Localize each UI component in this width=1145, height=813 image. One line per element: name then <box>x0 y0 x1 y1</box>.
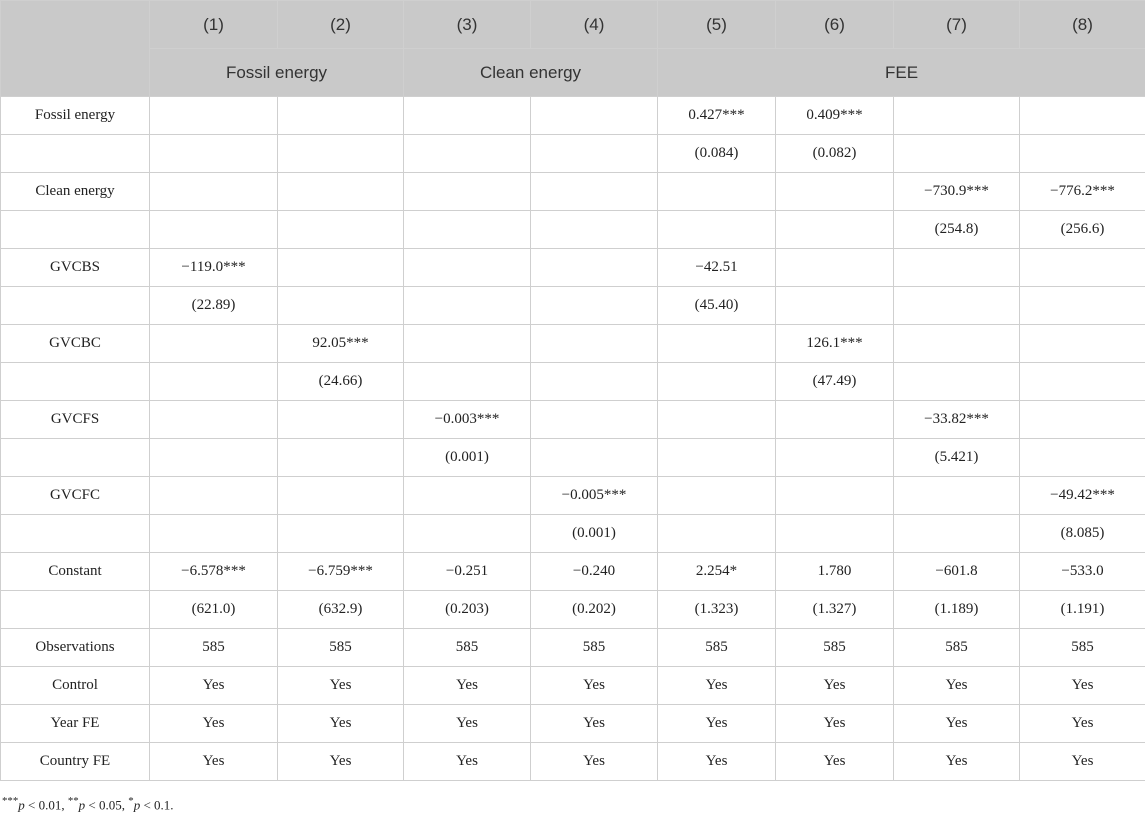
table-cell <box>776 287 894 325</box>
table-cell: Yes <box>658 667 776 705</box>
table-cell <box>150 211 278 249</box>
table-cell: Yes <box>531 667 658 705</box>
table-cell: Yes <box>658 743 776 781</box>
table-cell <box>278 477 404 515</box>
table-cell: −0.251 <box>404 553 531 591</box>
table-cell: Yes <box>894 667 1020 705</box>
table-cell: Yes <box>404 667 531 705</box>
row-label <box>1 363 150 401</box>
table-cell: Yes <box>278 667 404 705</box>
table-cell <box>150 515 278 553</box>
table-cell: (632.9) <box>278 591 404 629</box>
table-row <box>1 553 1145 591</box>
table-cell: 585 <box>278 629 404 667</box>
table-cell: Yes <box>1020 743 1145 781</box>
table-cell <box>278 135 404 173</box>
table-cell <box>150 97 278 135</box>
table-row <box>1 439 1145 477</box>
table-cell <box>531 97 658 135</box>
table-cell: (256.6) <box>1020 211 1145 249</box>
table-cell: 585 <box>404 629 531 667</box>
group-header-clean-energy: Clean energy <box>404 49 658 97</box>
row-label: GVCBS <box>1 249 150 287</box>
table-cell: (0.001) <box>404 439 531 477</box>
table-cell <box>894 477 1020 515</box>
table-cell: −730.9*** <box>894 173 1020 211</box>
row-label <box>1 439 150 477</box>
table-row <box>1 287 1145 325</box>
table-cell <box>1020 287 1145 325</box>
row-label: GVCFC <box>1 477 150 515</box>
table-cell <box>404 287 531 325</box>
column-header: (4) <box>531 1 658 49</box>
significance-footnote: ***p < 0.01, **p < 0.05, *p < 0.1. <box>2 795 174 813</box>
table-row <box>1 743 1145 781</box>
table-cell <box>404 135 531 173</box>
row-label: GVCBC <box>1 325 150 363</box>
table-cell <box>776 173 894 211</box>
table-cell: −533.0 <box>1020 553 1145 591</box>
table-row <box>1 97 1145 135</box>
table-cell: (47.49) <box>776 363 894 401</box>
row-label: Fossil energy <box>1 97 150 135</box>
table-cell <box>278 249 404 287</box>
table-row <box>1 667 1145 705</box>
table-cell: (1.327) <box>776 591 894 629</box>
table-row <box>1 515 1145 553</box>
table-cell: 585 <box>776 629 894 667</box>
table-cell <box>894 135 1020 173</box>
table-cell: 585 <box>150 629 278 667</box>
table-cell <box>150 363 278 401</box>
table-cell <box>531 249 658 287</box>
table-cell <box>658 363 776 401</box>
table-cell <box>894 97 1020 135</box>
column-header: (7) <box>894 1 1020 49</box>
table-cell <box>658 173 776 211</box>
table-row <box>1 363 1145 401</box>
table-cell: (0.082) <box>776 135 894 173</box>
table-cell: Yes <box>531 743 658 781</box>
table-cell <box>150 439 278 477</box>
table-cell: −119.0*** <box>150 249 278 287</box>
table-cell: (24.66) <box>278 363 404 401</box>
table-row <box>1 173 1145 211</box>
table-cell: Yes <box>1020 667 1145 705</box>
table-cell <box>776 439 894 477</box>
table-cell <box>278 173 404 211</box>
table-cell <box>531 173 658 211</box>
table-row <box>1 477 1145 515</box>
table-cell <box>150 173 278 211</box>
table-cell <box>278 211 404 249</box>
table-cell: (0.203) <box>404 591 531 629</box>
table-cell <box>894 363 1020 401</box>
table-cell: (0.202) <box>531 591 658 629</box>
group-header-row <box>1 49 1145 97</box>
table-cell <box>278 439 404 477</box>
table-cell: Yes <box>278 743 404 781</box>
table-cell <box>1020 439 1145 477</box>
table-cell <box>776 515 894 553</box>
column-header: (6) <box>776 1 894 49</box>
table-cell: −49.42*** <box>1020 477 1145 515</box>
row-label <box>1 591 150 629</box>
table-cell <box>404 173 531 211</box>
table-cell: Yes <box>776 743 894 781</box>
table-cell <box>894 325 1020 363</box>
table-cell: −6.578*** <box>150 553 278 591</box>
table-cell <box>658 477 776 515</box>
table-row <box>1 325 1145 363</box>
table-row <box>1 401 1145 439</box>
table-cell <box>658 401 776 439</box>
table-row <box>1 135 1145 173</box>
table-cell <box>150 325 278 363</box>
row-label <box>1 135 150 173</box>
table-cell: (1.189) <box>894 591 1020 629</box>
table-cell <box>1020 135 1145 173</box>
table-cell: 585 <box>1020 629 1145 667</box>
table-cell <box>894 249 1020 287</box>
table-cell <box>776 401 894 439</box>
table-cell <box>1020 401 1145 439</box>
table-cell <box>1020 97 1145 135</box>
table-cell <box>150 401 278 439</box>
row-label: Observations <box>1 629 150 667</box>
table-cell: 585 <box>658 629 776 667</box>
row-label: Country FE <box>1 743 150 781</box>
table-row <box>1 591 1145 629</box>
table-cell <box>658 211 776 249</box>
table-row <box>1 705 1145 743</box>
table-cell <box>776 249 894 287</box>
table-cell: Yes <box>150 705 278 743</box>
column-header: (3) <box>404 1 531 49</box>
table-cell: (5.421) <box>894 439 1020 477</box>
table-cell <box>150 477 278 515</box>
row-label <box>1 211 150 249</box>
table-cell: −33.82*** <box>894 401 1020 439</box>
row-label: Clean energy <box>1 173 150 211</box>
table-cell <box>278 97 404 135</box>
table-cell <box>404 363 531 401</box>
table-cell: 585 <box>894 629 1020 667</box>
table-cell: −601.8 <box>894 553 1020 591</box>
table-cell <box>278 515 404 553</box>
table-cell <box>278 401 404 439</box>
table-cell <box>404 97 531 135</box>
table-cell: Yes <box>150 667 278 705</box>
table-cell: −6.759*** <box>278 553 404 591</box>
column-header: (1) <box>150 1 278 49</box>
table-cell <box>1020 363 1145 401</box>
table-row <box>1 249 1145 287</box>
table-cell <box>776 477 894 515</box>
table-cell <box>531 363 658 401</box>
table-cell: Yes <box>894 705 1020 743</box>
table-cell <box>404 325 531 363</box>
table-cell <box>150 135 278 173</box>
table-cell: (0.084) <box>658 135 776 173</box>
table-cell: −0.005*** <box>531 477 658 515</box>
table-cell <box>894 515 1020 553</box>
table-cell: Yes <box>894 743 1020 781</box>
table-cell <box>1020 249 1145 287</box>
table-cell: (22.89) <box>150 287 278 325</box>
table-cell: 2.254* <box>658 553 776 591</box>
corner-cell <box>1 1 150 97</box>
table-cell: Yes <box>278 705 404 743</box>
table-cell: Yes <box>658 705 776 743</box>
table-cell: Yes <box>1020 705 1145 743</box>
column-header: (8) <box>1020 1 1145 49</box>
table-cell <box>894 287 1020 325</box>
table-cell <box>278 287 404 325</box>
table-cell: Yes <box>531 705 658 743</box>
table-cell: (8.085) <box>1020 515 1145 553</box>
table-cell: Yes <box>776 667 894 705</box>
row-label: Constant <box>1 553 150 591</box>
table-cell <box>531 211 658 249</box>
table-cell <box>531 325 658 363</box>
table-row <box>1 629 1145 667</box>
table-cell: −0.240 <box>531 553 658 591</box>
row-label: Year FE <box>1 705 150 743</box>
row-label <box>1 515 150 553</box>
table-body <box>1 97 1145 781</box>
table-cell: (1.191) <box>1020 591 1145 629</box>
table-cell <box>404 211 531 249</box>
table-cell <box>404 477 531 515</box>
table-cell <box>404 515 531 553</box>
table-cell <box>658 515 776 553</box>
table-cell <box>531 439 658 477</box>
column-number-row <box>1 1 1145 49</box>
table-cell: 92.05*** <box>278 325 404 363</box>
table-cell: (45.40) <box>658 287 776 325</box>
table-cell: Yes <box>150 743 278 781</box>
table-cell: (1.323) <box>658 591 776 629</box>
table-cell: (621.0) <box>150 591 278 629</box>
table-cell <box>404 249 531 287</box>
table-cell: 1.780 <box>776 553 894 591</box>
row-label <box>1 287 150 325</box>
table-cell: −776.2*** <box>1020 173 1145 211</box>
table-cell: 585 <box>531 629 658 667</box>
table-cell: Yes <box>404 705 531 743</box>
table-cell: 126.1*** <box>776 325 894 363</box>
table-cell <box>776 211 894 249</box>
table-cell <box>531 287 658 325</box>
table-cell: Yes <box>404 743 531 781</box>
table-cell: −42.51 <box>658 249 776 287</box>
table-row <box>1 211 1145 249</box>
table-cell: −0.003*** <box>404 401 531 439</box>
column-header: (2) <box>278 1 404 49</box>
group-header-fossil-energy: Fossil energy <box>150 49 404 97</box>
group-header-fee: FEE <box>658 49 1145 97</box>
table-cell <box>658 439 776 477</box>
table-cell: 0.409*** <box>776 97 894 135</box>
table-cell <box>658 325 776 363</box>
table-cell <box>531 401 658 439</box>
row-label: Control <box>1 667 150 705</box>
table-cell: Yes <box>776 705 894 743</box>
table-cell <box>1020 325 1145 363</box>
column-header: (5) <box>658 1 776 49</box>
table-cell: (0.001) <box>531 515 658 553</box>
row-label: GVCFS <box>1 401 150 439</box>
table-cell: 0.427*** <box>658 97 776 135</box>
table-cell: (254.8) <box>894 211 1020 249</box>
table-cell <box>531 135 658 173</box>
